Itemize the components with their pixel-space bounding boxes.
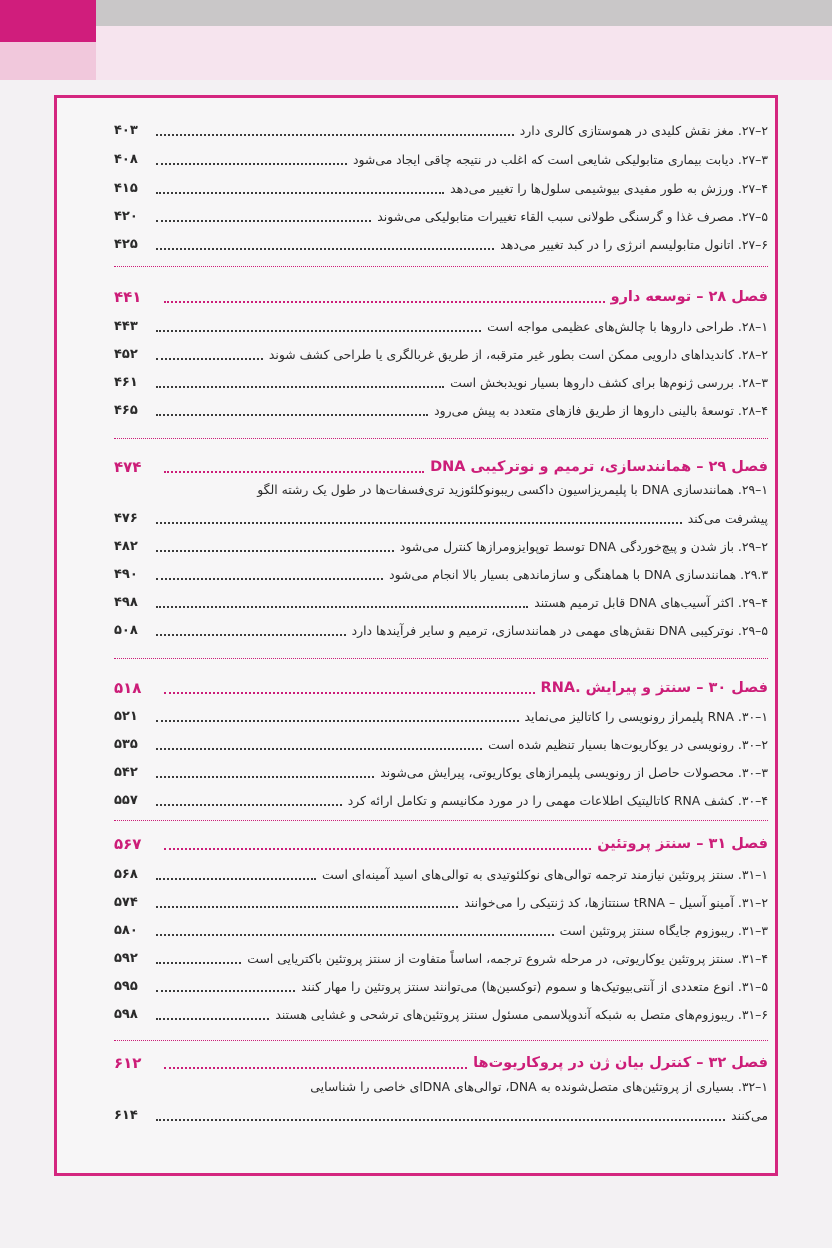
chapter-page: ۴۷۴ <box>114 458 142 476</box>
section-divider <box>114 658 768 659</box>
toc-entry-title: ۵–۲۷. مصرف غذا و گرسنگی طولانی سبب القاء تغییرات متابولیکی می‌شوند <box>377 208 768 224</box>
dot-leader <box>164 462 424 473</box>
dot-leader <box>156 739 482 750</box>
toc-entry-page: ۵۹۸ <box>114 1006 138 1022</box>
dot-leader <box>156 897 458 908</box>
toc-chapter-heading <box>114 831 768 857</box>
dot-leader <box>156 239 494 250</box>
dot-leader <box>156 795 342 806</box>
toc-entry-title: ۲–۳۱. آمینو آسیل – tRNA سنتتازها، کد ژنتیکی را می‌خوانند <box>464 894 768 910</box>
toc-entry <box>114 1001 768 1027</box>
toc-entry-title: ۴–۲۷. ورزش به طور مفیدی بیوشیمی سلول‌ها را تغییر می‌دهد <box>450 180 768 196</box>
toc-entry <box>114 617 768 643</box>
toc-entry-page: ۵۸۰ <box>114 922 138 938</box>
dot-leader <box>156 211 371 222</box>
dot-leader <box>164 292 605 303</box>
dot-leader <box>156 569 383 580</box>
toc-entry-page: ۴۰۳ <box>114 122 138 138</box>
toc-entry <box>114 759 768 785</box>
section-divider <box>114 438 768 439</box>
toc-entry <box>114 313 768 339</box>
toc-entry-title: ۴–۳۰. کشف RNA کاتالیتیک اطلاعات مهمی را در مورد مکانیسم و تکامل ارائه کرد <box>347 792 768 808</box>
toc-entry-page: ۴۱۵ <box>114 180 138 196</box>
dot-leader <box>156 183 444 194</box>
toc-entry-title: ۳–۲۸. بررسی ژنوم‌ها برای کشف داروها بسیار نویدبخش است <box>450 374 768 390</box>
dot-leader <box>156 925 554 936</box>
section-divider <box>114 1040 768 1041</box>
toc-entry <box>114 917 768 943</box>
chapter-title: فصل ۳۱ – سنتز پروتئین <box>597 836 768 852</box>
toc-entry-title: ۴–۲۸. توسعهٔ بالینی داروها از طریق فازهای متعدد به پیش می‌رود <box>434 402 768 418</box>
toc-entry-page: ۵۴۲ <box>114 764 138 780</box>
toc-entry-title: ۲–۲۹. باز شدن و پیچ‌خوردگی DNA توسط توپوایزومرازها کنترل می‌شود <box>399 538 768 554</box>
toc-chapter-heading <box>114 284 768 310</box>
toc-entry-page: ۴۲۰ <box>114 208 138 224</box>
toc-entry-page: ۵۹۵ <box>114 978 138 994</box>
toc-entry-title: ۱–۳۱. سنتز پروتئین نیازمند ترجمه توالی‌های نوکلئوتیدی به توالی‌های اسید آمینه‌ای است <box>321 866 768 882</box>
dot-leader <box>156 125 514 136</box>
toc-entry-title: ۲–۳۰. رونویسی در یوکاریوت‌ها بسیار تنظیم شده است <box>488 736 768 752</box>
toc-entry-title-line1: ۱–۲۹. همانندسازی DNA با پلیمریزاسیون داکسی ریبونوکلئوزید تری‌فسفات‌ها در طول یک رشته الگو <box>257 482 768 497</box>
toc-entry <box>114 731 768 757</box>
toc-entry <box>114 231 768 257</box>
toc-entry <box>114 973 768 999</box>
toc-chapter-heading <box>114 454 768 480</box>
dot-leader <box>156 981 295 992</box>
toc-entry <box>114 787 768 813</box>
toc-entry <box>114 703 768 729</box>
toc-entry <box>114 341 768 367</box>
toc-entry <box>114 203 768 229</box>
toc-entry <box>114 1102 768 1128</box>
toc-entry-page: ۵۷۴ <box>114 894 138 910</box>
toc-entry <box>114 505 768 531</box>
toc-entry-title-cont: می‌کنند <box>731 1107 768 1123</box>
toc-entry-page: ۴۹۸ <box>114 594 138 610</box>
dot-leader <box>156 869 316 880</box>
dot-leader <box>156 349 263 360</box>
toc-entry-page: ۴۰۸ <box>114 151 138 167</box>
toc-entry-page: ۵۶۸ <box>114 866 138 882</box>
toc-entry-title: ۱–۲۸. طراحی داروها با چالش‌های عظیمی مواجه است <box>487 318 768 334</box>
toc-entry <box>114 533 768 559</box>
dot-leader <box>164 683 535 694</box>
toc-entry <box>114 589 768 615</box>
toc-entry <box>114 369 768 395</box>
dot-leader <box>156 1009 269 1020</box>
toc-entry-title: ۳–۳۰. محصولات حاصل از رونویسی پلیمرازهای یوکاریوتی، پیرایش می‌شوند <box>380 764 768 780</box>
dot-leader <box>156 405 428 416</box>
chapter-page: ۶۱۲ <box>114 1054 142 1072</box>
dot-leader <box>156 625 346 636</box>
chapter-title: فصل ۲۸ – توسعه دارو <box>610 289 768 305</box>
toc-entry-page: ۵۰۸ <box>114 622 138 638</box>
toc-entry-page: ۴۴۳ <box>114 318 138 334</box>
dot-leader <box>156 597 528 608</box>
chapter-title: فصل ۳۰ – سنتز و پیرایش .RNA <box>540 680 768 696</box>
toc-entry-page: ۴۲۵ <box>114 236 138 252</box>
toc-entry-title: ۲–۲۸. کاندیداهای دارویی ممکن است بطور غیر مترقبه، از طریق غربالگری یا طراحی کشف شوند <box>268 346 768 362</box>
toc-entry-title: ۴–۲۹. اکثر آسیب‌های DNA قابل ترمیم هستند <box>534 594 768 610</box>
chapter-page: ۵۶۷ <box>114 835 142 853</box>
toc-entry-page: ۴۷۶ <box>114 510 138 526</box>
toc-entry-title: ۲۹.۳. همانندسازی DNA با هماهنگی و سازماندهی بسیار بالا انجام می‌شود <box>389 566 768 582</box>
dot-leader <box>156 953 241 964</box>
section-divider <box>114 266 768 267</box>
toc-entry-title: ۶–۲۷. اتانول متابولیسم انرژی را در کبد تغییر می‌دهد <box>500 236 768 252</box>
toc-entry <box>114 561 768 587</box>
dot-leader <box>164 839 591 850</box>
toc-entry-page: ۴۹۰ <box>114 566 138 582</box>
toc-entry-title: ۴–۳۱. سنتز پروتئین یوکاریوتی، در مرحله شروع ترجمه، اساساً متفاوت از سنتز پروتئین باکتریایی است <box>247 950 768 966</box>
toc-entry-page: ۵۹۲ <box>114 950 138 966</box>
toc-entry-title-line1: ۱–۳۲. بسیاری از پروتئین‌های متصل‌شونده به DNA، توالی‌های DNAای خاصی را شناسایی <box>310 1079 768 1094</box>
dot-leader <box>156 767 374 778</box>
toc-entry <box>114 117 768 143</box>
toc-entry-title: ۲–۲۷. مغز نقش کلیدی در هموستازی کالری دارد <box>519 122 768 138</box>
toc-entry-title: ۵–۳۱. انوع متعددی از آنتی‌بیوتیک‌ها و سموم (توکسین‌ها) می‌توانند سنتز پروتئین را مهار کنند <box>301 978 768 994</box>
dot-leader <box>156 541 394 552</box>
toc-entry-page: ۵۲۱ <box>114 708 138 724</box>
dot-leader <box>156 377 444 388</box>
dot-leader <box>156 154 347 165</box>
toc-entry-title: ۳–۳۱. ریبوزوم جایگاه سنتز پروتئین است <box>559 922 768 938</box>
dot-leader <box>164 1058 467 1069</box>
chapter-title: فصل ۳۲ – کنترل بیان ژن در پروکاریوت‌ها <box>473 1055 768 1071</box>
toc-entry-page: ۴۸۲ <box>114 538 138 554</box>
section-divider <box>114 820 768 821</box>
chapter-title: فصل ۲۹ – همانندسازی، ترمیم و نوترکیبی DNA <box>430 459 768 475</box>
dot-leader <box>156 321 481 332</box>
dot-leader <box>156 513 682 524</box>
toc-entry-title: ۶–۳۱. ریبوزوم‌های متصل به شبکه آندوپلاسمی مسئول سنتز پروتئین‌های ترشحی و غشایی هستند <box>275 1006 768 1022</box>
toc-entry-title-cont: پیشرفت می‌کند <box>687 510 768 526</box>
chapter-page: ۴۴۱ <box>114 288 142 306</box>
toc-entry-page: ۵۳۵ <box>114 736 138 752</box>
toc-entry <box>114 146 768 172</box>
toc-entry-title: ۳–۲۷. دیابت بیماری متابولیکی شایعی است که اغلب در نتیجه چاقی ایجاد می‌شود <box>352 151 768 167</box>
chapter-page: ۵۱۸ <box>114 679 142 697</box>
toc-entry <box>114 889 768 915</box>
toc-entry <box>114 397 768 423</box>
toc-entry-page: ۶۱۴ <box>114 1107 138 1123</box>
toc-chapter-heading <box>114 1050 768 1076</box>
toc-entry-page: ۴۶۱ <box>114 374 138 390</box>
toc-entry <box>114 175 768 201</box>
toc-entry-page: ۵۵۷ <box>114 792 138 808</box>
toc-entry-page: ۴۵۲ <box>114 346 138 362</box>
toc-entry <box>114 945 768 971</box>
dot-leader <box>156 1110 725 1121</box>
dot-leader <box>156 711 519 722</box>
toc-entry-page: ۴۶۵ <box>114 402 138 418</box>
toc-entry-title: ۱–۳۰. RNA پلیمراز رونویسی را کاتالیز می‌نماید <box>524 708 768 724</box>
toc-entry <box>114 861 768 887</box>
toc-chapter-heading <box>114 675 768 701</box>
toc-entry-title: ۵–۲۹. نوترکیبی DNA نقش‌های مهمی در همانندسازی، ترمیم و سایر فرآیندها دارد <box>351 622 768 638</box>
